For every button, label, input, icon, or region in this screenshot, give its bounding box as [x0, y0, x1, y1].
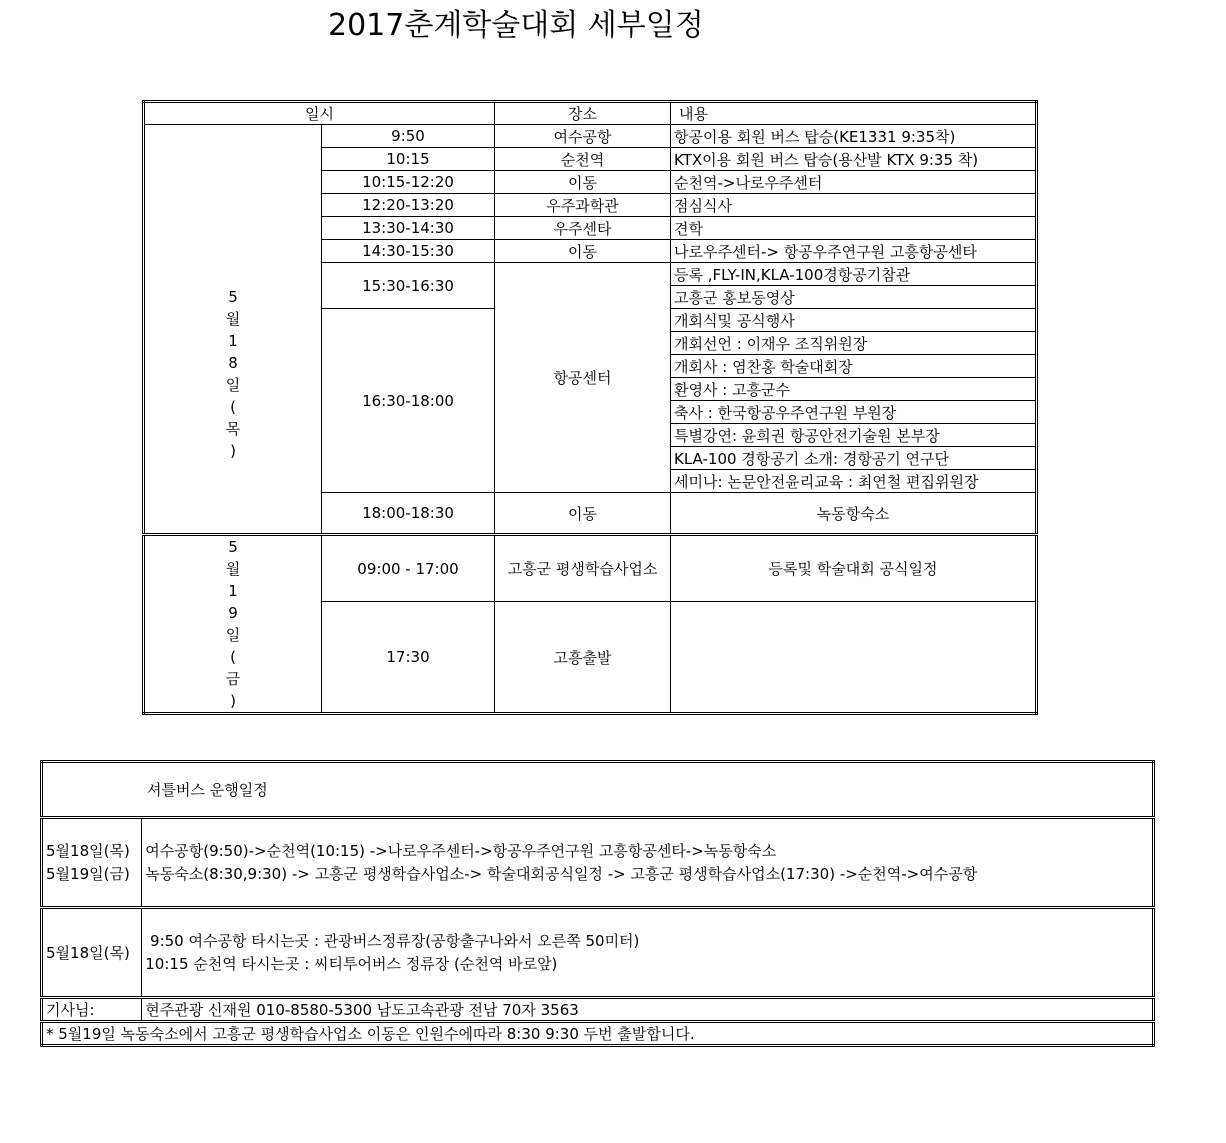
routes-dates [42, 818, 142, 908]
header-content: 내용 [671, 102, 1037, 125]
day1-char: 1 [228, 332, 238, 350]
day1-char: 5 [228, 288, 238, 306]
route-date: 5월18일(목) [46, 841, 130, 860]
day1-char: 일 [225, 376, 241, 394]
day2-char: ) [230, 692, 236, 710]
time-cell: 12:20-13:20 [322, 194, 495, 217]
content-cell: 등록및 학술대회 공식일정 [671, 535, 1037, 602]
content-cell: 개회선언 : 이재우 조직위원장 [671, 332, 1037, 355]
content-cell: 견학 [671, 217, 1037, 240]
page-title: 2017춘계학술대회 세부일정 [328, 8, 704, 43]
time-cell: 10:15-12:20 [322, 171, 495, 194]
content-cell: 특별강연: 윤희권 항공안전기술원 본부장 [671, 424, 1037, 447]
pickup-line: 9:50 여수공항 타시는곳 : 관광버스정류장(공항출구나와서 오른쪽 50미터) [145, 931, 640, 950]
driver-info: 현주관광 신재원 010-8580-5300 남도고속관광 전남 70자 3563 [142, 998, 1154, 1022]
shuttle-note-row [42, 1022, 1154, 1046]
place-cell: 이동 [495, 240, 671, 263]
day2-char: ( [230, 648, 236, 666]
content-cell [671, 602, 1037, 714]
content-cell: 세미나: 논문안전윤리교육 : 최연철 편집위원장 [671, 470, 1037, 493]
time-cell: 15:30-16:30 [322, 263, 495, 309]
table-row [144, 125, 1037, 148]
day1-char: ( [230, 398, 236, 416]
content-cell: KTX이용 회원 버스 탑승(용산발 KTX 9:35 착) [671, 148, 1037, 171]
content-cell: 축사 : 한국항공우주연구원 부원장 [671, 401, 1037, 424]
day2-char: 월 [225, 560, 241, 578]
content-cell: KLA-100 경항공기 소개: 경항공기 연구단 [671, 447, 1037, 470]
day2-char: 금 [225, 670, 241, 688]
shuttle-note: * 5월19일 녹동숙소에서 고흥군 평생학습사업소 이동은 인원수에따라 8:30 9:30 두번 출발합니다. [42, 1022, 1154, 1046]
place-cell: 여수공항 [495, 125, 671, 148]
place-cell: 우주과학관 [495, 194, 671, 217]
content-cell: 환영사 : 고흥군수 [671, 378, 1037, 401]
table-row [144, 535, 1037, 602]
place-cell: 우주센타 [495, 217, 671, 240]
pickup-line: 10:15 순천역 타시는곳 : 씨티투어버스 정류장 (순천역 바로앞) [145, 954, 558, 973]
route-date: 5월19일(금) [46, 864, 130, 883]
time-cell: 13:30-14:30 [322, 217, 495, 240]
place-cell: 고흥군 평생학습사업소 [495, 535, 671, 602]
day2-char: 1 [228, 582, 238, 600]
shuttle-routes-row [42, 818, 1154, 908]
time-cell: 09:00 - 17:00 [322, 535, 495, 602]
day2-char: 9 [228, 604, 238, 622]
content-cell: 점심식사 [671, 194, 1037, 217]
routes-lines [142, 818, 1154, 908]
content-cell: 나로우주센터-> 항공우주연구원 고흥항공센타 [671, 240, 1037, 263]
header-place: 장소 [495, 102, 671, 125]
pickup-lines [142, 908, 1154, 998]
day2-char: 일 [225, 626, 241, 644]
day1-label [144, 125, 322, 535]
place-cell: 고흥출발 [495, 602, 671, 714]
content-cell: 등록 ,FLY-IN,KLA-100경항공기참관 [671, 263, 1037, 286]
place-cell: 항공센터 [495, 263, 671, 493]
schedule-table [142, 100, 1038, 715]
day1-char: ) [230, 442, 236, 460]
day1-char: 8 [228, 354, 238, 372]
time-cell: 10:15 [322, 148, 495, 171]
shuttle-pickup-row [42, 908, 1154, 998]
time-cell: 9:50 [322, 125, 495, 148]
time-cell: 16:30-18:00 [322, 309, 495, 493]
place-cell: 순천역 [495, 148, 671, 171]
content-cell: 녹동항숙소 [671, 493, 1037, 535]
day1-char: 월 [225, 310, 241, 328]
shuttle-title-row [42, 762, 1154, 818]
time-cell: 18:00-18:30 [322, 493, 495, 535]
place-cell: 이동 [495, 171, 671, 194]
content-cell: 순천역->나로우주센터 [671, 171, 1037, 194]
day1-char: 목 [225, 420, 241, 438]
shuttle-title: 셔틀버스 운행일정 [42, 762, 1154, 818]
content-cell: 고흥군 홍보동영상 [671, 286, 1037, 309]
shuttle-driver-row [42, 998, 1154, 1022]
place-cell: 이동 [495, 493, 671, 535]
shuttle-table [40, 760, 1155, 1047]
time-cell: 14:30-15:30 [322, 240, 495, 263]
schedule-header-row [144, 102, 1037, 125]
pickup-date: 5월18일(목) [42, 908, 142, 998]
content-cell: 개회식및 공식행사 [671, 309, 1037, 332]
driver-label: 기사님: [42, 998, 142, 1022]
day2-char: 5 [228, 538, 238, 556]
route-line: 녹동숙소(8:30,9:30) -> 고흥군 평생학습사업소-> 학술대회공식일정 -> 고흥군 평생학습사업소(17:30) ->순천역->여수공항 [145, 864, 978, 883]
content-cell: 개회사 : 염찬홍 학술대회장 [671, 355, 1037, 378]
day2-label [144, 535, 322, 714]
header-date: 일시 [144, 102, 495, 125]
time-cell: 17:30 [322, 602, 495, 714]
content-cell: 항공이용 회원 버스 탑승(KE1331 9:35착) [671, 125, 1037, 148]
route-line: 여수공항(9:50)->순천역(10:15) ->나로우주센터->항공우주연구원 고흥항공센타->녹동항숙소 [145, 841, 777, 860]
